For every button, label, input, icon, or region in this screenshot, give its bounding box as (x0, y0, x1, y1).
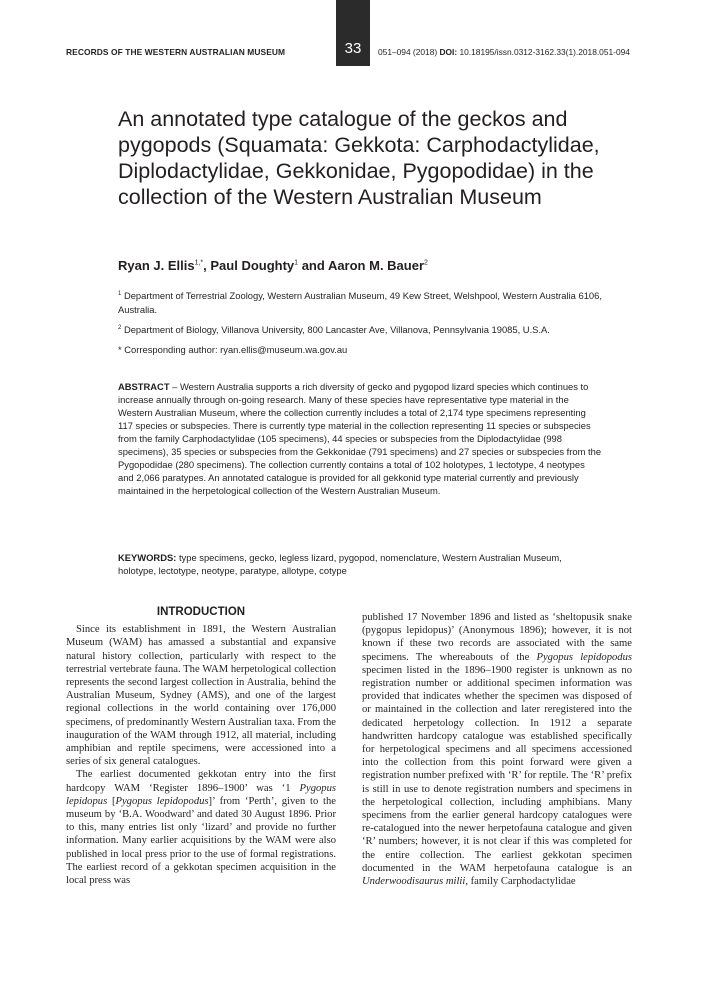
abstract-label: ABSTRACT (118, 381, 170, 392)
species-name: Pygopus lepidopodus (115, 795, 209, 807)
affiliation-mark: 2 (118, 325, 122, 331)
affiliation-1 (118, 288, 618, 316)
author-name: Aaron M. Bauer (327, 258, 425, 273)
affiliation-mark: 1 (118, 291, 122, 297)
affiliation-text: Corresponding author: ryan.ellis@museum.wa.gov.au (124, 344, 348, 355)
body-paragraph: Since its establishment in 1891, the Western Australian Museum (WAM) has amassed a substantial and expansive natural history collection, particularly with respect to the terrestrial vertebrate fauna. The WAM herpetological collection represents the second largest collection in Australia, behind the Australian Museum, Sydney (AMS), and one of the largest regional collections in the world containing over 176,000 specimens, of predominantly Western Australian taxa. From the inauguration of the WAM through 1912, all material, including amphibian and reptile specimens, were accessioned into a series of six general catalogues. (66, 624, 336, 768)
body-text: ]’ from ‘Perth’, given to the museum by ‘B.A. Woodward’ and dated 30 August 1896. Prior to this, many entries list only ‘lizard’ and provide no further information. Many earlier acquisitions by the WAM were also published in local press prior to the use of formal registrations. The earliest record of a gekkotan specimen acquisition in the local press was (66, 795, 337, 887)
journal-name: RECORDS OF THE WESTERN AUSTRALIAN MUSEUM (66, 47, 286, 57)
author-affiliation-mark: 1,* (194, 259, 204, 267)
author-list (118, 258, 618, 273)
author-name: Ryan J. Ellis (118, 258, 195, 273)
page-number: 33 (344, 40, 362, 57)
species-name: Underwoodisaurus milii (362, 876, 466, 888)
species-name: Pygopus lepidopodus (536, 651, 632, 663)
keywords-text: type specimens, gecko, legless lizard, pygopod, nomenclature, Western Australian Museum, holotype, lectotype, neotype, paratype, allotype, cotype (118, 552, 562, 576)
species-name: Pygopus lepidopus (66, 782, 336, 807)
body-column-right (362, 611, 632, 888)
page-number-tab (336, 0, 370, 66)
author-affiliation-mark: 1 (294, 259, 299, 267)
affiliation-text: Department of Biology, Villanova University, 800 Lancaster Ave, Villanova, Pennsylvania 19085, U.S.A. (123, 324, 550, 336)
keywords (118, 551, 602, 577)
article-title: An annotated type catalogue of the geckos and pygopods (Squamata: Gekkota: Carphodactylidae, Diplodactylidae, Gekkonidae, Pygopodidae) in the collection of the Western Australian Museum (118, 107, 600, 209)
body-text: specimen listed in the 1896–1900 register is unknown as no registration number or additional specimen information was provided that indicates whether the specimen was disposed of or maintained in the collection and later reregistered into the dedicated herpetology collection. In 1912 a separate handwritten hardcopy catalogue was established specifically for herpetological specimens and all specimens accessioned into the collection from this point forward were given a registration number prefixed with ‘R’ for reptile. The ‘R’ prefix is still in use to denote registration numbers and specimens in the herpetological collection, including amphibians. Many specimens from the earlier general hardcopy catalogues were re-catalogued into the newer herpetofauna catalogue and given ‘R’ numbers; however, it is not clear if this was completed for the entire collection. The earliest gekkotan specimen documented in the WAM herpetofauna catalogue is an (362, 664, 632, 874)
citation-pages: 051–094 (2018) (378, 47, 438, 57)
keywords-label: KEYWORDS: (118, 552, 177, 563)
body-paragraph (362, 611, 632, 888)
affiliation-2 (118, 322, 618, 337)
author-affiliation-mark: 2 (424, 259, 428, 267)
abstract (118, 380, 602, 497)
citation-line (378, 47, 690, 57)
body-column-left (66, 606, 336, 887)
author-separator: and (298, 258, 328, 273)
section-heading: INTRODUCTION (156, 606, 246, 618)
body-text: , family Carphodactylidae (465, 876, 576, 888)
affiliation-mark: * (118, 344, 122, 355)
abstract-text: – Western Australia supports a rich diversity of gecko and pygopod lizard species which continues to increase annually through on-going research. Many of these species have representative type material in the Western Australian Museum, where the collection currently includes a total of 2,174 type specimens representing 117 species or subspecies. There is currently type material in the collection representing 11 species or subspecies from the family Carphodactylidae (105 specimens), 44 species or subspecies from the Diplodactylidae (998 specimens), 35 species or subspecies from the Gekkonidae (791 specimens) and 27 species or subspecies from the Pygopodidae (280 specimens). The collection currently contains a total of 102 holotypes, 1 lectotype, 4 neotypes and 2,066 paratypes. An annotated catalogue is provided for all gekkonid type material currently and previously maintained in the herpetological collection of the Western Australian Museum. (118, 381, 602, 496)
author-separator: , (203, 258, 211, 273)
body-paragraph (66, 768, 336, 887)
author-name: Paul Doughty (210, 258, 295, 273)
doi-value[interactable]: 10.18195/issn.0312-3162.33(1).2018.051-094 (459, 47, 630, 57)
body-text: The earliest documented gekkotan entry into the first hardcopy WAM ‘Register 1896–1900’ was ‘1 (66, 769, 336, 794)
corresponding-author (118, 343, 618, 357)
body-text: published 17 November 1896 and listed as ‘sheltopusik snake (pygopus lepidopus)’ (Anonymous 1896); however, it is not known if these two records are associated with the same specimens. The whereabouts of the (362, 612, 632, 663)
affiliation-text: Department of Terrestrial Zoology, Western Australian Museum, 49 Kew Street, Welshpool, Western Australia 6106, Australia. (118, 290, 602, 315)
doi-label: DOI: (439, 47, 458, 57)
body-text: [ (107, 795, 116, 807)
